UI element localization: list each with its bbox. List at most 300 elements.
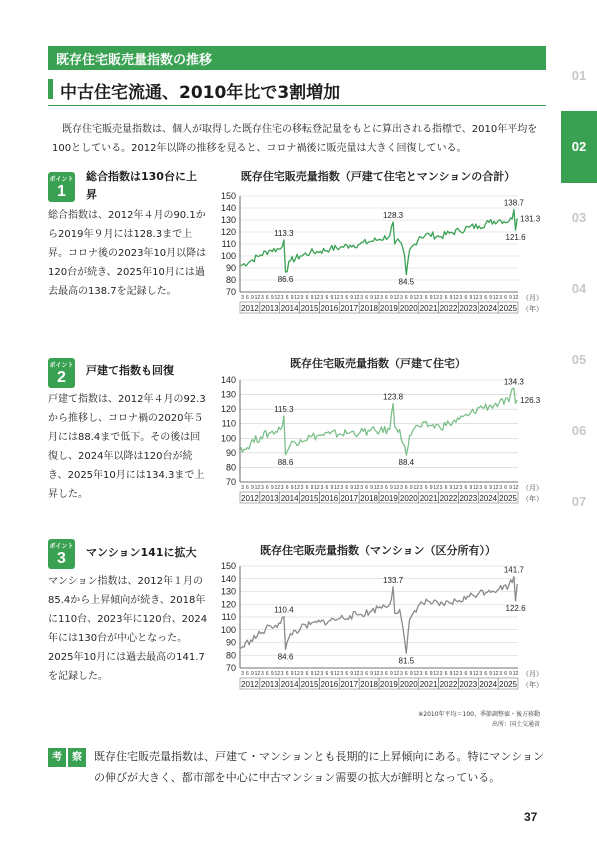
chapter-tab-07[interactable]: 07: [571, 494, 587, 509]
x-month-tick: 6: [305, 295, 309, 301]
x-month-tick: 12: [274, 671, 281, 677]
x-month-tick: 6: [424, 485, 428, 491]
x-year-label: 2025: [499, 494, 517, 503]
x-month-tick: 3: [241, 485, 244, 491]
x-month-tick: 6: [345, 295, 349, 301]
y-tick-label: 90: [225, 263, 236, 273]
x-month-tick: 3: [300, 485, 304, 491]
headline-block: [48, 76, 546, 106]
x-month-tick: 6: [265, 671, 269, 677]
x-month-tick: 12: [453, 295, 459, 301]
y-tick-label: 70: [225, 477, 236, 487]
data-label: 122.6: [505, 603, 526, 613]
x-month-tick: 6: [285, 295, 289, 301]
x-month-tick: 12: [294, 295, 300, 301]
x-year-label: 2017: [340, 680, 359, 689]
x-month-tick: 3: [479, 485, 483, 491]
data-label: 86.6: [277, 275, 294, 285]
x-month-tick: 9: [290, 485, 294, 491]
x-year-label: 2025: [499, 680, 517, 689]
y-tick-label: 100: [220, 251, 236, 261]
x-unit-month: （月）: [522, 484, 543, 492]
x-month-tick: 9: [409, 485, 413, 491]
x-month-tick: 9: [449, 671, 453, 677]
x-month-tick: 12: [294, 671, 300, 677]
x-year-label: 2012: [241, 494, 259, 503]
x-month-tick: 3: [399, 485, 403, 491]
x-month-tick: 9: [390, 671, 393, 677]
x-month-tick: 9: [409, 295, 413, 301]
x-month-tick: 12: [413, 671, 420, 677]
headline: 中古住宅流通、2010年比で3割増加: [60, 83, 341, 103]
x-month-tick: 6: [404, 295, 408, 301]
point-badge-label: ポイント: [49, 543, 74, 550]
x-month-tick: 6: [424, 295, 428, 301]
x-month-tick: 9: [370, 485, 373, 491]
x-year-label: 2015: [300, 680, 319, 689]
x-year-label: 2018: [360, 494, 378, 503]
y-tick-label: 80: [225, 650, 236, 661]
x-month-tick: 9: [469, 295, 473, 301]
point-badge-number: 1: [57, 183, 66, 200]
x-month-tick: 9: [270, 295, 274, 301]
y-tick-label: 120: [220, 227, 236, 237]
x-month-tick: 12: [393, 671, 400, 677]
x-month-tick: 6: [464, 485, 468, 491]
x-unit-year: （年）: [522, 681, 543, 689]
x-month-tick: 3: [300, 671, 304, 677]
data-label: 115.3: [274, 404, 294, 414]
x-month-tick: 3: [360, 671, 364, 677]
x-month-tick: 6: [444, 485, 448, 491]
x-year-label: 2023: [459, 494, 478, 503]
x-month-tick: 9: [350, 671, 354, 677]
x-month-tick: 6: [504, 485, 507, 491]
x-month-tick: 3: [340, 295, 344, 301]
x-month-tick: 3: [419, 671, 423, 677]
x-month-tick: 6: [345, 671, 349, 677]
data-label: 133.7: [383, 575, 404, 585]
data-label: 141.7: [503, 565, 524, 575]
chart-1-title: 既存住宅販売量指数（戸建て住宅とマンションの合計）: [240, 170, 516, 183]
x-month-tick: 3: [360, 295, 364, 301]
chart-1: [208, 190, 558, 332]
chart-3: [208, 560, 558, 708]
x-month-tick: 12: [353, 671, 360, 677]
x-month-tick: 3: [499, 295, 503, 301]
x-year-label: 2022: [439, 680, 458, 689]
page-number: 37: [524, 810, 538, 824]
footnote-2: 出所：国土交通省: [491, 721, 540, 728]
x-month-tick: 3: [340, 671, 344, 677]
data-label: 113.3: [274, 229, 294, 239]
x-year-label: 2017: [340, 494, 359, 503]
x-month-tick: 12: [433, 671, 439, 677]
x-month-tick: 6: [246, 295, 249, 301]
point-badge-label: ポイント: [49, 362, 74, 369]
x-month-tick: 3: [419, 295, 423, 301]
x-month-tick: 9: [290, 671, 294, 677]
x-year-label: 2022: [439, 304, 458, 313]
x-month-tick: 12: [393, 485, 400, 491]
x-month-tick: 12: [512, 485, 519, 491]
x-year-label: 2021: [419, 494, 438, 503]
footnote-1: ※2010年平均＝100、季節調整値・後方移動: [418, 711, 540, 718]
x-month-tick: 3: [380, 671, 383, 677]
x-month-tick: 3: [479, 295, 483, 301]
x-month-tick: 12: [334, 485, 340, 491]
series-line: [241, 388, 517, 455]
y-tick-label: 110: [221, 239, 236, 249]
section-title: 既存住宅販売量指数の推移: [56, 53, 213, 68]
headline-accent-bar: [48, 79, 53, 99]
x-month-tick: 12: [274, 485, 281, 491]
x-month-tick: 9: [290, 295, 294, 301]
x-year-label: 2021: [419, 680, 438, 689]
x-month-tick: 6: [385, 485, 388, 491]
x-month-tick: 3: [399, 295, 403, 301]
x-month-tick: 9: [429, 671, 433, 677]
x-month-tick: 9: [469, 485, 473, 491]
x-month-tick: 12: [373, 485, 380, 491]
data-label: 84.5: [398, 277, 415, 287]
x-month-tick: 6: [265, 295, 269, 301]
x-month-tick: 3: [439, 671, 443, 677]
x-month-tick: 3: [439, 485, 443, 491]
x-month-tick: 9: [350, 485, 354, 491]
x-year-label: 2024: [479, 304, 498, 313]
x-year-label: 2014: [280, 304, 299, 313]
x-month-tick: 9: [310, 671, 314, 677]
x-month-tick: 6: [285, 671, 289, 677]
x-month-tick: 9: [330, 671, 334, 677]
x-month-tick: 3: [380, 485, 383, 491]
y-tick-label: 70: [225, 663, 236, 673]
y-tick-label: 150: [220, 191, 236, 201]
x-month-tick: 3: [459, 671, 463, 677]
chapter-tab-02[interactable]: 02: [561, 111, 597, 183]
x-month-tick: 3: [241, 671, 244, 677]
chapter-tab-05[interactable]: 05: [571, 352, 587, 367]
x-month-tick: 6: [365, 485, 368, 491]
x-month-tick: 12: [453, 671, 459, 677]
x-month-tick: 3: [241, 295, 244, 301]
x-month-tick: 6: [345, 485, 349, 491]
x-month-tick: 3: [419, 485, 423, 491]
point-3-badge: [48, 539, 75, 569]
x-month-tick: 12: [254, 671, 261, 677]
series-line: [241, 210, 517, 275]
x-month-tick: 6: [444, 671, 448, 677]
x-year-label: 2016: [320, 304, 339, 313]
x-year-label: 2018: [360, 304, 378, 313]
chapter-tab-06[interactable]: 06: [571, 423, 587, 438]
x-year-label: 2012: [241, 304, 259, 313]
x-month-tick: 12: [512, 295, 519, 301]
point-2-title: 戸建て指数も回復: [86, 364, 174, 377]
x-month-tick: 6: [246, 671, 249, 677]
x-year-label: 2019: [380, 680, 398, 689]
kosatsu-text: 既存住宅販売量指数は、戸建て・マンションとも長期的に上昇傾向にある。特にマンションの伸びが大きく、都市部を中心に中古マンション需要の拡大が鮮明となっている。: [94, 750, 545, 784]
x-unit-year: （年）: [522, 495, 543, 503]
x-month-tick: 6: [265, 485, 269, 491]
x-month-tick: 3: [459, 485, 463, 491]
chart-3-title: 既存住宅販売量指数（マンション（区分所有））: [259, 544, 496, 557]
x-month-tick: 12: [413, 485, 420, 491]
point-badge-number: 2: [57, 369, 66, 386]
chart-2: [208, 374, 558, 522]
x-month-tick: 6: [504, 671, 507, 677]
y-tick-label: 70: [225, 287, 236, 297]
x-month-tick: 9: [390, 295, 393, 301]
x-year-label: 2023: [459, 680, 478, 689]
x-month-tick: 9: [449, 295, 453, 301]
x-month-tick: 6: [504, 295, 507, 301]
x-month-tick: 3: [479, 671, 483, 677]
x-month-tick: 3: [340, 485, 344, 491]
y-tick-label: 150: [220, 561, 236, 571]
y-tick-label: 130: [220, 389, 236, 400]
x-year-label: 2024: [479, 680, 498, 689]
y-tick-label: 140: [220, 375, 236, 385]
x-year-label: 2020: [399, 680, 418, 689]
x-month-tick: 12: [512, 671, 519, 677]
x-month-tick: 12: [433, 295, 439, 301]
x-month-tick: 9: [350, 295, 354, 301]
x-month-tick: 12: [473, 671, 479, 677]
y-tick-label: 130: [220, 215, 236, 225]
x-month-tick: 9: [251, 295, 254, 301]
x-year-label: 2019: [380, 304, 398, 313]
point-badge-label: ポイント: [49, 176, 74, 183]
x-month-tick: 12: [492, 671, 499, 677]
x-month-tick: 6: [285, 485, 289, 491]
point-1-title: 総合指数は130台に上昇: [86, 170, 197, 201]
x-month-tick: 6: [325, 485, 329, 491]
x-year-label: 2023: [459, 304, 478, 313]
x-month-tick: 9: [330, 295, 334, 301]
x-month-tick: 12: [473, 485, 479, 491]
y-tick-label: 90: [225, 637, 236, 648]
x-month-tick: 3: [439, 295, 443, 301]
chapter-tab-01[interactable]: 01: [571, 68, 587, 83]
y-tick-label: 140: [220, 203, 236, 213]
x-month-tick: 9: [370, 671, 373, 677]
kosatsu-badge: [48, 748, 88, 768]
x-unit-year: （年）: [522, 305, 543, 313]
x-month-tick: 6: [365, 671, 368, 677]
x-month-tick: 3: [280, 295, 284, 301]
x-month-tick: 12: [334, 295, 340, 301]
x-month-tick: 12: [314, 295, 320, 301]
x-month-tick: 3: [260, 671, 264, 677]
x-month-tick: 3: [320, 671, 324, 677]
point-1-body: 総合指数は、2012年４月の90.1から2019年９月には128.3まで上昇。コロナ後の2023年10月以降は120台が続き、2025年10月には過去最高の138.7を記録した。: [48, 210, 207, 297]
x-month-tick: 3: [399, 671, 403, 677]
x-year-label: 2019: [380, 494, 398, 503]
chapter-tab-04[interactable]: 04: [571, 281, 587, 296]
x-year-label: 2017: [340, 304, 359, 313]
x-month-tick: 3: [300, 295, 304, 301]
x-month-tick: 9: [330, 485, 334, 491]
y-tick-label: 80: [225, 462, 236, 473]
point-2-badge: [48, 358, 75, 388]
x-month-tick: 12: [492, 295, 499, 301]
x-month-tick: 12: [433, 485, 439, 491]
chapter-tab-03[interactable]: 03: [571, 210, 587, 225]
x-month-tick: 3: [320, 485, 324, 491]
x-month-tick: 6: [365, 295, 368, 301]
point-1-badge: [48, 172, 75, 202]
x-month-tick: 9: [270, 671, 274, 677]
x-month-tick: 9: [310, 295, 314, 301]
x-month-tick: 12: [254, 485, 261, 491]
point-badge-number: 3: [57, 550, 66, 567]
x-month-tick: 9: [489, 295, 493, 301]
data-label: 134.3: [503, 377, 524, 387]
x-month-tick: 3: [280, 485, 284, 491]
x-year-label: 2021: [419, 304, 438, 313]
x-month-tick: 12: [453, 485, 459, 491]
data-label: 84.6: [277, 652, 294, 662]
x-month-tick: 9: [489, 485, 493, 491]
x-month-tick: 3: [260, 295, 264, 301]
x-month-tick: 3: [380, 295, 383, 301]
y-tick-label: 130: [220, 586, 236, 597]
intro-text: 既存住宅販売量指数は、個人が取得した既存住宅の移転登記量をもとに算出される指標で、2010年平均を100としている。2012年以降の推移を見ると、コロナ禍後に販売量は大きく回復している。: [52, 124, 538, 154]
x-month-tick: 3: [499, 485, 503, 491]
x-month-tick: 12: [473, 295, 479, 301]
x-month-tick: 12: [373, 671, 380, 677]
x-month-tick: 12: [314, 671, 320, 677]
y-tick-label: 100: [220, 624, 236, 635]
series-line: [241, 577, 517, 654]
y-tick-label: 90: [225, 447, 236, 458]
data-label: 110.4: [274, 605, 294, 615]
x-unit-month: （月）: [522, 670, 543, 678]
x-year-label: 2025: [499, 304, 517, 313]
x-month-tick: 12: [334, 671, 340, 677]
y-tick-label: 140: [220, 573, 236, 584]
x-year-label: 2014: [280, 494, 299, 503]
x-month-tick: 9: [390, 485, 393, 491]
point-2-body: 戸建て指数は、2012年４月の92.3から推移し、コロナ禍の2020年５月には88.4まで低下。その後は回復し、2024年以降は120台が続き、2025年10月には134.3まで上昇した。: [48, 394, 206, 500]
x-year-label: 2020: [399, 304, 418, 313]
x-month-tick: 3: [459, 295, 463, 301]
x-month-tick: 9: [509, 671, 512, 677]
y-tick-label: 120: [220, 599, 236, 610]
x-month-tick: 3: [280, 671, 284, 677]
x-month-tick: 6: [464, 671, 468, 677]
x-month-tick: 6: [246, 485, 249, 491]
x-month-tick: 12: [314, 485, 320, 491]
x-month-tick: 12: [393, 295, 400, 301]
x-year-label: 2012: [241, 680, 259, 689]
x-unit-month: （月）: [522, 294, 543, 302]
x-month-tick: 6: [484, 671, 488, 677]
x-month-tick: 3: [260, 485, 264, 491]
kosatsu-char-2: 察: [68, 748, 86, 767]
data-label: 123.8: [383, 392, 404, 402]
y-tick-label: 110: [221, 418, 236, 429]
x-month-tick: 12: [353, 485, 360, 491]
x-year-label: 2022: [439, 494, 458, 503]
x-month-tick: 3: [499, 671, 503, 677]
x-month-tick: 9: [429, 295, 433, 301]
x-month-tick: 9: [509, 485, 512, 491]
x-month-tick: 9: [449, 485, 453, 491]
x-month-tick: 9: [251, 485, 254, 491]
x-year-label: 2013: [260, 494, 279, 503]
x-month-tick: 6: [325, 295, 329, 301]
x-month-tick: 12: [353, 295, 360, 301]
x-month-tick: 9: [429, 485, 433, 491]
x-month-tick: 6: [325, 671, 329, 677]
x-month-tick: 12: [294, 485, 300, 491]
x-month-tick: 6: [305, 485, 309, 491]
x-year-label: 2016: [320, 680, 339, 689]
x-year-label: 2020: [399, 494, 418, 503]
x-month-tick: 12: [413, 295, 420, 301]
x-year-label: 2016: [320, 494, 339, 503]
x-month-tick: 9: [370, 295, 373, 301]
x-month-tick: 6: [464, 295, 468, 301]
x-month-tick: 12: [274, 295, 281, 301]
kosatsu-char-1: 考: [48, 748, 66, 767]
x-year-label: 2015: [300, 304, 319, 313]
data-label: 88.6: [277, 457, 294, 467]
point-3-title: マンション141に拡大: [86, 546, 197, 559]
x-month-tick: 9: [469, 671, 473, 677]
y-tick-label: 80: [225, 275, 236, 285]
y-tick-label: 100: [220, 433, 236, 444]
x-year-label: 2015: [300, 494, 319, 503]
chart-2-title: 既存住宅販売量指数（戸建て住宅）: [290, 357, 466, 370]
x-month-tick: 12: [492, 485, 499, 491]
x-month-tick: 3: [320, 295, 324, 301]
x-year-label: 2014: [280, 680, 299, 689]
data-label: 128.3: [383, 211, 404, 221]
x-month-tick: 9: [509, 295, 512, 301]
x-month-tick: 6: [305, 671, 309, 677]
x-month-tick: 6: [385, 295, 388, 301]
x-month-tick: 9: [251, 671, 254, 677]
x-month-tick: 6: [385, 671, 388, 677]
x-month-tick: 6: [404, 671, 408, 677]
x-month-tick: 9: [270, 485, 274, 491]
data-label: 138.7: [503, 198, 524, 208]
x-year-label: 2013: [260, 680, 279, 689]
x-year-label: 2018: [360, 680, 378, 689]
data-label: 81.5: [398, 656, 415, 666]
x-month-tick: 6: [484, 485, 488, 491]
y-tick-label: 120: [220, 404, 236, 415]
data-label: 126.3: [520, 395, 541, 405]
x-year-label: 2013: [260, 304, 279, 313]
y-tick-label: 110: [221, 612, 236, 622]
x-month-tick: 9: [409, 671, 413, 677]
x-month-tick: 9: [310, 485, 314, 491]
x-month-tick: 3: [360, 485, 364, 491]
data-label: 131.3: [520, 214, 541, 224]
x-month-tick: 6: [404, 485, 408, 491]
x-year-label: 2024: [479, 494, 498, 503]
x-month-tick: 6: [424, 671, 428, 677]
x-month-tick: 9: [489, 671, 493, 677]
section-title-band: [48, 46, 546, 70]
data-label: 88.4: [398, 458, 415, 468]
x-month-tick: 12: [373, 295, 380, 301]
